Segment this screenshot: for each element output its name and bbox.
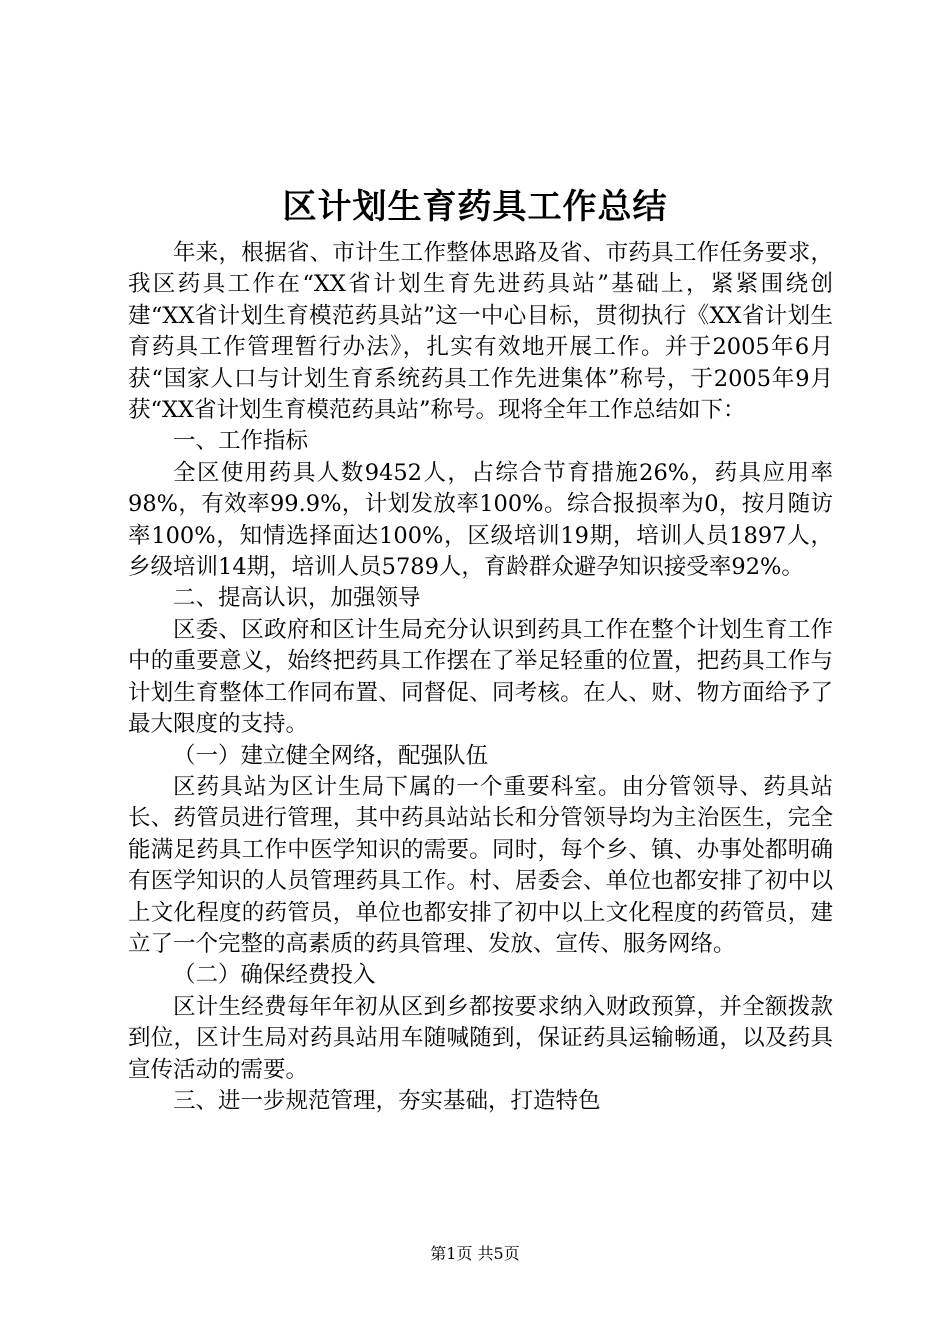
subsection-heading-1: （一）建立健全网络，配强队伍 (173, 742, 489, 769)
paragraph-network: 区药具站为区计生局下属的一个重要科室。由分管领导、药具站长、药管员进行管理，其中药具站站长和分管领导均为主治医生，完全能满足药具工作中医学知识的需要。同时，每个乡、镇、办事处都明确有医学知识的人员管理药具工作。村、居委会、单位也都安排了初中以上文化程度的药管员，单位也都安排了初中以上文化程度的药管员，建立了一个完整的高素质的药具管理、发放、宣传、服务网络。 (128, 773, 833, 957)
paragraph-intro: 年来，根据省、市计生工作整体思路及省、市药具工作任务要求，我区药具工作在“XX省计划生育先进药具站”基础上，紧紧围绕创建“XX省计划生育模范药具站”这一中心目标，贯彻执行《XX省计划生育药具工作管理暂行办法》，扎实有效地开展工作。并于2005年6月获“国家人口与计划生育系统药具工作先进集体”称号，于2005年9月获“XX省计划生育模范药具站”称号。现将全年工作总结如下： (128, 240, 833, 424)
section-heading-2: 二、提高认识，加强领导 (173, 585, 421, 612)
subsection-heading-2: （二）确保经费投入 (173, 962, 376, 989)
section-heading-3: 三、进一步规范管理，夯实基础，打造特色 (173, 1087, 601, 1114)
document-body (128, 238, 833, 1117)
document-title: 区计划生育药具工作总结 (282, 187, 668, 227)
page-number-footer: 第1页 共5页 (430, 1244, 520, 1263)
section-heading-1: 一、工作指标 (173, 428, 309, 455)
paragraph-work-indicators: 全区使用药具人数9452人，占综合节育措施26%，药具应用率98%，有效率99.9%，计划发放率100%。综合报损率为0，按月随访率100%，知情选择面达100%，区级培训19期，培训人员1897人，乡级培训14期，培训人员5789人，育龄群众避孕知识接受率92%。 (128, 459, 833, 581)
paragraph-funding: 区计生经费每年年初从区到乡都按要求纳入财政预算，并全额拨款到位，区计生局对药具站用车随喊随到，保证药具运输畅通，以及药具宣传活动的需要。 (128, 993, 833, 1083)
paragraph-leadership: 区委、区政府和区计生局充分认识到药具工作在整个计划生育工作中的重要意义，始终把药具工作摆在了举足轻重的位置，把药具工作与计划生育整体工作同布置、同督促、同考核。在人、财、物方面给予了最大限度的支持。 (128, 616, 833, 738)
